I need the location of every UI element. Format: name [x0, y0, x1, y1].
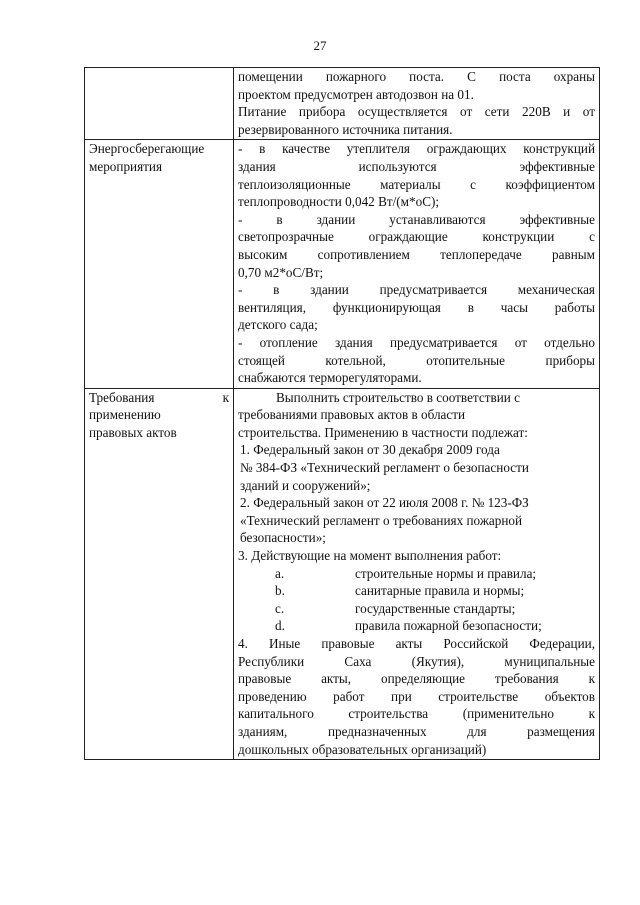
list-item-text: строительные нормы и правила;: [355, 565, 537, 581]
content-line: стоящей котельной, отопительные приборы: [238, 352, 595, 368]
list-item-text: государственные стандарты;: [355, 600, 516, 616]
heading-line: правовых актов: [89, 424, 177, 440]
requirements-table: [84, 67, 600, 760]
content-line: 2. Федеральный закон от 22 июля 2008 г. № 123-ФЗ: [240, 495, 529, 511]
list-item-marker: d.: [275, 618, 285, 634]
list-item-marker: a.: [275, 565, 285, 581]
row-content-cell: [234, 140, 600, 388]
content-line: теплоизоляционные материалы с коэффициентом: [238, 176, 595, 192]
content-line: 4. Иные правовые акты Российской Федерации,: [238, 636, 595, 651]
content-line: зданий и сооружений»;: [240, 477, 371, 493]
content-line: - в здании устанавливаются эффективные: [238, 211, 595, 227]
content-line: светопрозрачные ограждающие конструкции с: [238, 229, 595, 245]
content-line: № 384-ФЗ «Технический регламент о безопасности: [240, 460, 529, 476]
content-line: помещении пожарного поста. С поста охраны: [238, 69, 595, 84]
content-line: высоким сопротивлением теплопередаче равным: [238, 246, 595, 262]
list-item: [238, 565, 595, 583]
content-line: - в здании предусматривается механическая: [238, 282, 595, 298]
content-line: зданиям, предназначенных для размещения: [238, 723, 595, 739]
content-line: - отопление здания предусматривается от отдельно: [238, 334, 595, 350]
list-item: [238, 600, 595, 618]
table-body: [85, 68, 600, 760]
content-line: - в качестве утеплителя ограждающих конструкций: [238, 141, 595, 157]
table-row: [85, 388, 600, 759]
heading-line: мероприятия: [89, 158, 163, 174]
row-heading-cell: [85, 388, 234, 759]
table-row: [85, 68, 600, 140]
list-item-text: правила пожарной безопасности;: [355, 618, 542, 634]
page-number: 27: [313, 38, 327, 53]
list-item-text: санитарные правила и нормы;: [355, 583, 525, 599]
content-line: вентиляция, функционирующая в часы работы: [238, 299, 595, 315]
row-content-cell: [234, 388, 600, 759]
table-row: [85, 140, 600, 388]
content-line: резервированного источника питания.: [238, 121, 453, 137]
heading-line: Требования к: [89, 389, 229, 405]
content-line: теплопроводности 0,042 Вт/(м*оС);: [238, 194, 440, 210]
content-line: 3. Действующие на момент выполнения работ:: [238, 548, 502, 564]
list-item-marker: b.: [275, 583, 285, 599]
content-line: Питание прибора осуществляется от сети 220В и от: [238, 104, 595, 120]
content-line: здания используются эффективные: [238, 158, 595, 174]
list-item: [238, 617, 595, 635]
content-line: 0,70 м2*оС/Вт;: [238, 264, 324, 280]
row-heading-cell: [85, 68, 234, 140]
content-line: капитального строительства (применительно к: [238, 706, 595, 722]
list-item: [238, 582, 595, 600]
content-line: безопасности»;: [240, 530, 326, 546]
content-line: детского сада;: [238, 317, 318, 333]
content-line: проектом предусмотрен автодозвон на 01.: [238, 86, 474, 102]
row-content-cell: [234, 68, 600, 140]
content-line: снабжаются терморегуляторами.: [238, 370, 422, 386]
list-item-marker: c.: [275, 600, 285, 616]
content-line: дошкольных образовательных организаций): [238, 741, 487, 757]
content-line: правовые акты, определяющие требования к: [238, 671, 595, 687]
content-line: проведению работ при строительстве объектов: [238, 688, 595, 704]
content-line: требованиями правовых актов в области: [238, 407, 466, 423]
heading-line: применению: [89, 407, 161, 423]
content-line: Выполнить строительство в соответствии с: [276, 389, 520, 405]
content-line: 1. Федеральный закон от 30 декабря 2009 года: [240, 442, 500, 458]
heading-line: Энергосберегающие: [89, 141, 205, 157]
content-line: Республики Саха (Якутия), муниципальные: [238, 653, 595, 669]
row-heading-cell: [85, 140, 234, 388]
content-line: строительства. Применению в частности подлежат:: [238, 424, 528, 440]
content-line: «Технический регламент о требованиях пожарной: [240, 512, 523, 528]
